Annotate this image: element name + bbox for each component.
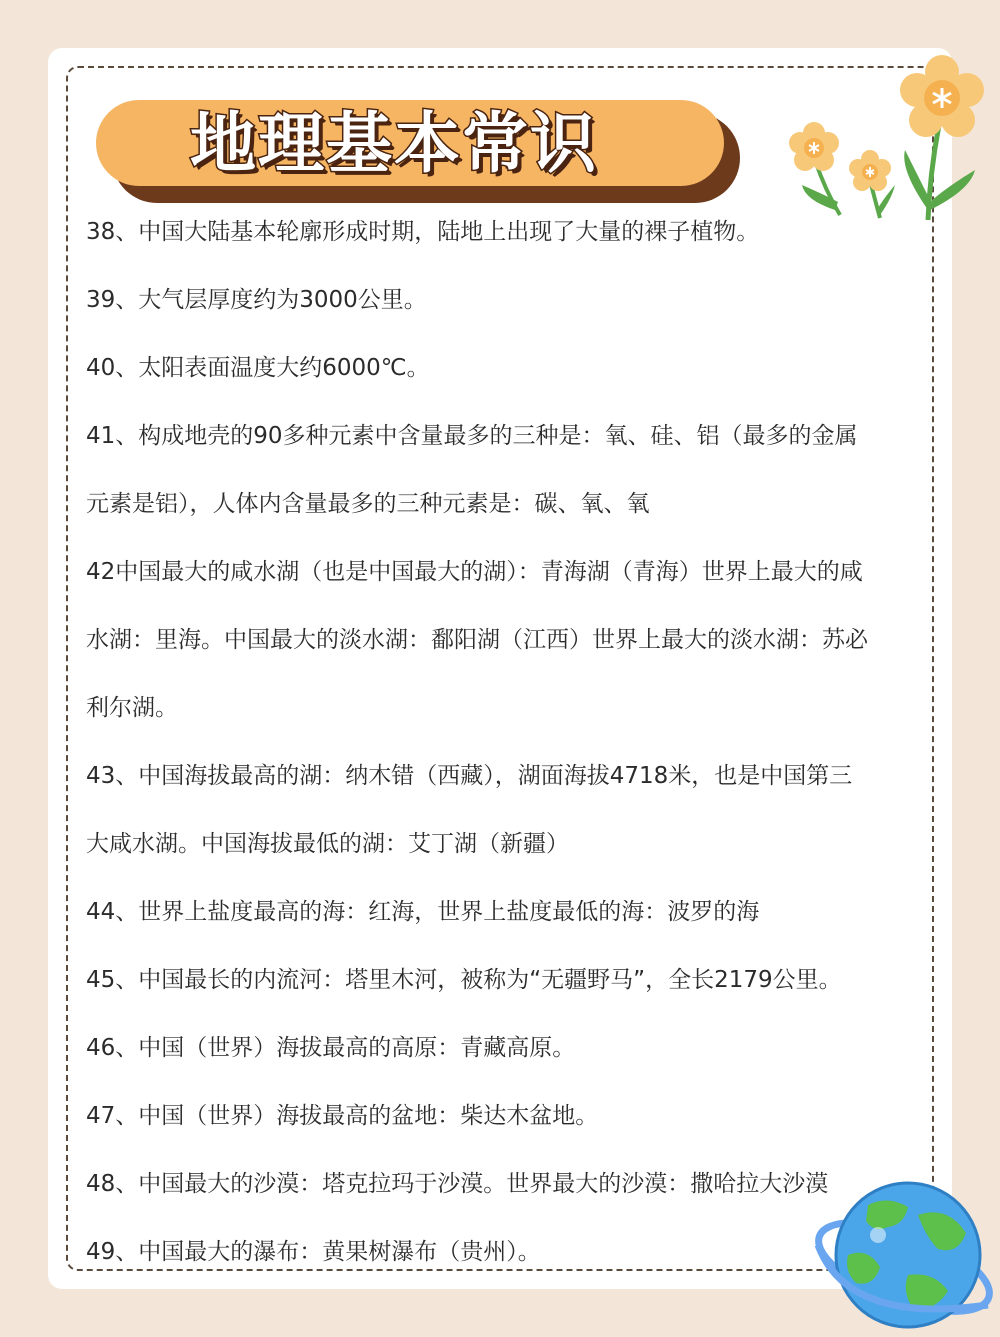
text-line: 利尔湖。 — [86, 695, 178, 721]
text-line: 水湖：里海。中国最大的淡水湖：鄱阳湖（江西）世界上最大的淡水湖：苏必 — [86, 627, 868, 653]
text-line: 46、中国（世界）海拔最高的高原：青藏高原。 — [86, 1035, 576, 1061]
text-line: 39、大气层厚度约为3000公里。 — [86, 287, 427, 313]
text-line: 44、世界上盐度最高的海：红海，世界上盐度最低的海：波罗的海 — [86, 899, 760, 925]
text-line: 38、中国大陆基本轮廓形成时期，陆地上出现了大量的裸子植物。 — [86, 219, 760, 245]
text-line: 48、中国最大的沙漠：塔克拉玛于沙漠。世界最大的沙漠：撒哈拉大沙漠 — [86, 1171, 829, 1197]
text-line: 49、中国最大的瀑布：黄果树瀑布（贵州）。 — [86, 1239, 541, 1265]
text-line: 40、太阳表面温度大约6000℃。 — [86, 355, 430, 381]
text-line: 47、中国（世界）海拔最高的盆地：柴达木盆地。 — [86, 1103, 599, 1129]
text-line: 元素是铝），人体内含量最多的三种元素是：碳、氧、氧 — [86, 491, 650, 517]
text-line: 大咸水湖。中国海拔最低的湖：艾丁湖（新疆） — [86, 831, 569, 857]
text-line: 41、构成地壳的90多种元素中含量最多的三种是：氧、硅、铝（最多的金属 — [86, 423, 858, 449]
text-line: 42中国最大的咸水湖（也是中国最大的湖）：青海湖（青海）世界上最大的咸 — [86, 559, 863, 585]
text-line: 45、中国最长的内流河：塔里木河，被称为“无疆野马”，全长2179公里。 — [86, 967, 842, 993]
page-title: 地理基本常识 — [190, 105, 598, 182]
globe-icon — [808, 1175, 1000, 1337]
text-content — [86, 198, 928, 1286]
text-line: 43、中国海拔最高的湖：纳木错（西藏），湖面海拔4718米，也是中国第三 — [86, 763, 853, 789]
